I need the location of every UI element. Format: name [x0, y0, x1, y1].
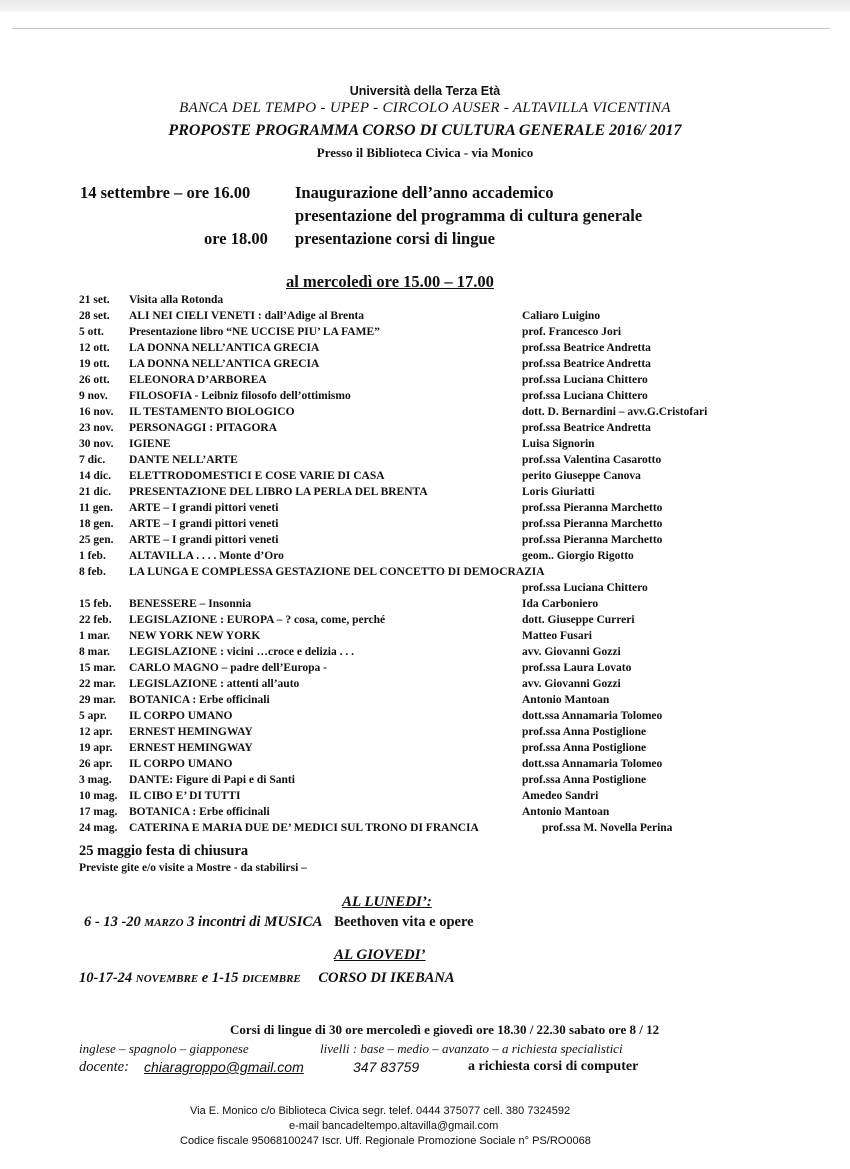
row-date: 7 dic.: [79, 454, 106, 466]
row-title: IGIENE: [129, 438, 171, 450]
row-title: ARTE – I grandi pittori veneti: [129, 534, 279, 546]
row-speaker: dott. Giuseppe Curreri: [522, 614, 635, 626]
row-speaker: Antonio Mantoan: [522, 806, 610, 818]
row-date: 25 gen.: [79, 534, 114, 546]
row-date: 10 mag.: [79, 790, 118, 802]
row-speaker: Ida Carboniero: [522, 598, 599, 610]
location-line: Presso il Biblioteca Civica - via Monico: [316, 145, 534, 160]
row-date: 22 mar.: [79, 678, 116, 690]
row-title: LA LUNGA E COMPLESSA GESTAZIONE DEL CONCETTO DI DEMOCRAZIA: [129, 566, 545, 578]
footer-address: Via E. Monico c/o Biblioteca Civica segr. telef. 0444 375077 cell. 380 7324592: [190, 1105, 571, 1117]
row-title: Visita alla Rotonda: [129, 294, 224, 306]
row-title: FILOSOFIA - Leibniz filosofo dell’ottimismo: [129, 390, 351, 402]
row-date: 8 feb.: [79, 566, 106, 578]
row-speaker: prof.ssa Laura Lovato: [522, 662, 632, 674]
row-speaker: prof.ssa Anna Postiglione: [522, 726, 647, 738]
row-title: IL CORPO UMANO: [129, 710, 233, 722]
row-date: 1 feb.: [79, 550, 106, 562]
row-title: ARTE – I grandi pittori veneti: [129, 518, 279, 530]
row-title: ELEONORA D’ARBOREA: [129, 374, 267, 386]
program-title: PROPOSTE PROGRAMMA CORSO DI CULTURA GENERALE 2016/ 2017: [168, 122, 682, 139]
row-speaker: prof.ssa Luciana Chittero: [522, 582, 648, 594]
opening-time-2: ore 18.00: [204, 229, 268, 248]
row-speaker: perito Giuseppe Canova: [522, 470, 641, 482]
row-date: 8 mar.: [79, 646, 110, 658]
row-date: 3 mag.: [79, 774, 112, 786]
row-title: ERNEST HEMINGWAY: [129, 742, 253, 754]
row-speaker: Loris Giuriatti: [522, 486, 595, 498]
row-date: 9 nov.: [79, 390, 108, 402]
row-title: LEGISLAZIONE : vicini …croce e delizia . . .: [129, 646, 354, 658]
row-title: BOTANICA : Erbe officinali: [129, 806, 270, 818]
row-date: 1 mar.: [79, 630, 110, 642]
giovedi-course: CORSO DI IKEBANA: [318, 970, 455, 986]
row-title: LA DONNA NELL’ANTICA GRECIA: [129, 342, 320, 354]
university-title: Università della Terza Età: [349, 84, 501, 98]
row-speaker: avv. Giovanni Gozzi: [522, 646, 621, 658]
language-courses-info: Corsi di lingue di 30 ore mercoledì e giovedì ore 18.30 / 22.30 sabato ore 8 / 12: [230, 1022, 660, 1037]
row-speaker: prof.ssa Pieranna Marchetto: [522, 502, 663, 514]
row-title: CATERINA E MARIA DUE DE’ MEDICI SUL TRONO DI FRANCIA: [129, 822, 479, 834]
row-speaker: prof.ssa Beatrice Andretta: [522, 342, 651, 354]
row-speaker: prof.ssa Luciana Chittero: [522, 390, 648, 402]
row-title: ERNEST HEMINGWAY: [129, 726, 253, 738]
row-speaker: prof.ssa Luciana Chittero: [522, 374, 648, 386]
row-title: DANTE NELL’ARTE: [129, 454, 238, 466]
row-speaker: Luisa Signorin: [522, 438, 595, 450]
row-date: 21 dic.: [79, 486, 111, 498]
row-date: 26 ott.: [79, 374, 110, 386]
row-title: IL CORPO UMANO: [129, 758, 233, 770]
lunedi-month: MARZO: [144, 917, 184, 929]
row-title: ALTAVILLA . . . . Monte d’Oro: [129, 550, 284, 562]
opening-line-3: presentazione corsi di lingue: [295, 229, 495, 248]
row-date: 24 mag.: [79, 822, 118, 834]
row-speaker: prof.ssa Beatrice Andretta: [522, 358, 651, 370]
giovedi-month-2: DICEMBRE: [242, 973, 301, 985]
row-speaker: prof.ssa Valentina Casarotto: [522, 454, 662, 466]
giovedi-heading: AL GIOVEDI’: [334, 947, 426, 963]
opening-date-time: 14 settembre – ore 16.00: [80, 183, 251, 202]
scan-divider: [12, 28, 830, 29]
row-date: 14 dic.: [79, 470, 111, 482]
row-speaker: Matteo Fusari: [522, 630, 592, 642]
row-speaker: prof.ssa Pieranna Marchetto: [522, 518, 663, 530]
row-speaker: Antonio Mantoan: [522, 694, 610, 706]
row-date: 29 mar.: [79, 694, 116, 706]
row-title: IL CIBO E’ DI TUTTI: [129, 790, 241, 802]
row-title: LEGISLAZIONE : attenti all’auto: [129, 678, 300, 690]
footer-tax-code: Codice fiscale 95068100247 Iscr. Uff. Regionale Promozione Sociale n° PS/RO0068: [180, 1135, 591, 1147]
row-speaker: Caliaro Luigino: [522, 310, 601, 322]
row-title: DANTE: Figure di Papi e di Santi: [129, 774, 295, 786]
docente-phone: 347 83759: [353, 1059, 420, 1075]
row-date: 23 nov.: [79, 422, 114, 434]
levels-list: livelli : base – medio – avanzato – a richiesta specialistici: [320, 1041, 623, 1056]
row-speaker: dott. D. Bernardini – avv.G.Cristofari: [522, 406, 708, 418]
row-date: 15 mar.: [79, 662, 116, 674]
row-speaker: prof.ssa Anna Postiglione: [522, 742, 647, 754]
row-speaker: prof.ssa Pieranna Marchetto: [522, 534, 663, 546]
row-speaker: prof.ssa Anna Postiglione: [522, 774, 647, 786]
row-title: NEW YORK NEW YORK: [129, 630, 261, 642]
row-date: 19 ott.: [79, 358, 110, 370]
row-title: ELETTRODOMESTICI E COSE VARIE DI CASA: [129, 470, 385, 482]
row-title: ALI NEI CIELI VENETI : dall’Adige al Brenta: [129, 310, 365, 322]
giovedi-month-1: NOVEMBRE: [135, 973, 199, 985]
row-date: 21 set.: [79, 294, 110, 306]
row-date: 26 apr.: [79, 758, 113, 770]
docente-label: docente:: [79, 1059, 129, 1075]
row-date: 5 apr.: [79, 710, 107, 722]
schedule-heading: al mercoledì ore 15.00 – 17.00: [286, 272, 494, 291]
row-date: 12 ott.: [79, 342, 110, 354]
languages-list: inglese – spagnolo – giapponese: [79, 1041, 249, 1056]
giovedi-dates-1: 10-17-24: [79, 970, 133, 986]
row-speaker: Amedeo Sandri: [522, 790, 599, 802]
lunedi-musica: MUSICA: [264, 914, 323, 930]
opening-line-1: Inaugurazione dell’anno accademico: [295, 183, 554, 202]
lunedi-heading: AL LUNEDI’:: [342, 894, 432, 910]
row-title: CARLO MAGNO – padre dell’Europa -: [129, 662, 327, 674]
row-date: 5 ott.: [79, 326, 104, 338]
row-title: LA DONNA NELL’ANTICA GRECIA: [129, 358, 320, 370]
row-speaker: prof.ssa M. Novella Perina: [542, 822, 673, 834]
row-title: BENESSERE – Insonnia: [129, 598, 252, 610]
row-date: 11 gen.: [79, 502, 113, 514]
row-date: 16 nov.: [79, 406, 114, 418]
row-date: 18 gen.: [79, 518, 114, 530]
row-date: 28 set.: [79, 310, 110, 322]
row-title: BOTANICA : Erbe officinali: [129, 694, 270, 706]
footer-email: e-mail bancadeltempo.altavilla@gmail.com: [289, 1120, 499, 1132]
lunedi-topic: Beethoven vita e opere: [334, 914, 474, 930]
giovedi-line: [79, 970, 455, 987]
lunedi-line: [84, 914, 474, 931]
row-date: 12 apr.: [79, 726, 113, 738]
docente-email-link[interactable]: chiaragroppo@gmail.com: [144, 1059, 304, 1075]
row-speaker: dott.ssa Annamaria Tolomeo: [522, 710, 663, 722]
row-title: PERSONAGGI : PITAGORA: [129, 422, 278, 434]
closing-party: 25 maggio festa di chiusura: [79, 843, 249, 859]
row-date: 19 apr.: [79, 742, 113, 754]
lunedi-incontri: 3 incontri di: [187, 914, 261, 930]
row-date: 17 mag.: [79, 806, 118, 818]
row-date: 15 feb.: [79, 598, 112, 610]
row-speaker: avv. Giovanni Gozzi: [522, 678, 621, 690]
row-title: PRESENTAZIONE DEL LIBRO LA PERLA DEL BRENTA: [129, 486, 428, 498]
row-title: ARTE – I grandi pittori veneti: [129, 502, 279, 514]
computer-courses-note: a richiesta corsi di computer: [468, 1059, 639, 1074]
trips-note: Previste gite e/o visite a Mostre - da stabilirsi –: [79, 862, 307, 874]
row-date: 22 feb.: [79, 614, 112, 626]
organizations-line: BANCA DEL TEMPO - UPEP - CIRCOLO AUSER - ALTAVILLA VICENTINA: [179, 100, 671, 116]
row-date: 30 nov.: [79, 438, 114, 450]
opening-line-2: presentazione del programma di cultura generale: [295, 206, 643, 225]
giovedi-dates-2: 1-15: [211, 970, 239, 986]
scan-border: [0, 0, 850, 12]
row-title: LEGISLAZIONE : EUROPA – ? cosa, come, perché: [129, 614, 386, 626]
row-speaker: geom.. Giorgio Rigotto: [522, 550, 634, 562]
row-title: Presentazione libro “NE UCCISE PIU’ LA FAME”: [129, 326, 380, 338]
row-speaker: dott.ssa Annamaria Tolomeo: [522, 758, 663, 770]
giovedi-and: e: [201, 970, 209, 986]
row-speaker: prof. Francesco Jori: [522, 326, 622, 338]
lunedi-dates: 6 - 13 -20: [84, 914, 141, 930]
row-speaker: prof.ssa Beatrice Andretta: [522, 422, 651, 434]
row-title: IL TESTAMENTO BIOLOGICO: [129, 406, 295, 418]
